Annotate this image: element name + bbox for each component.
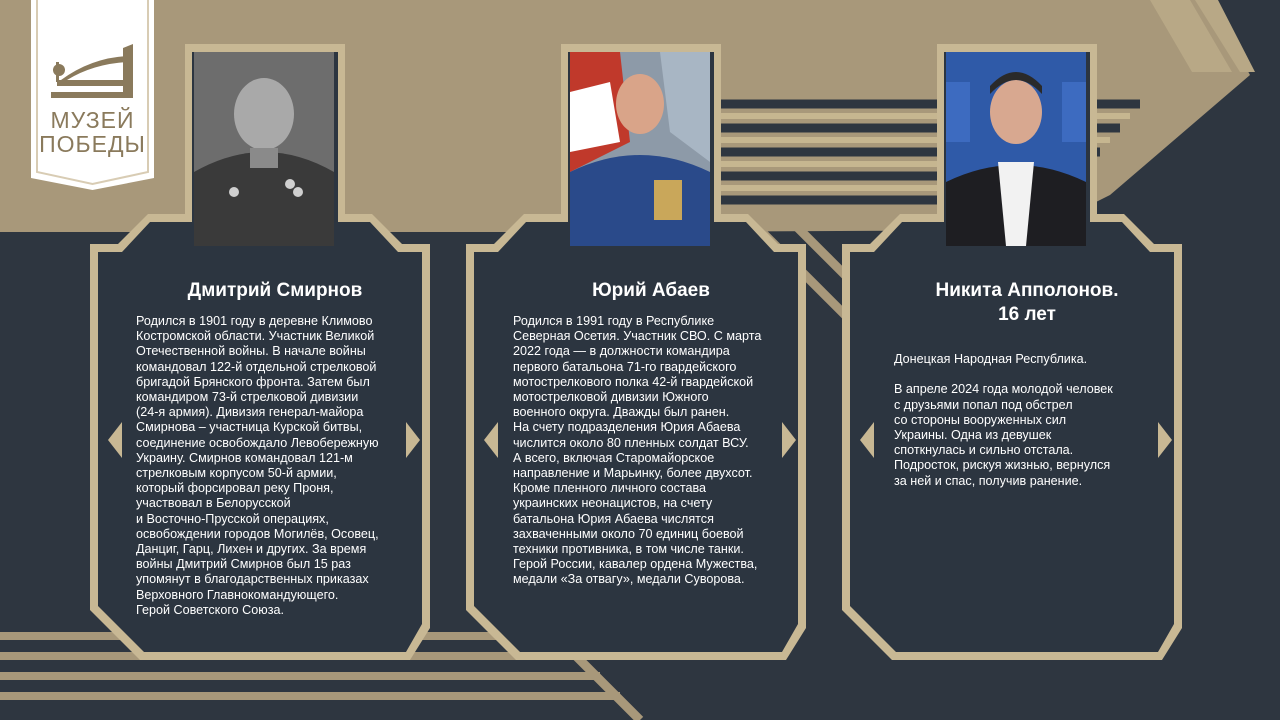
next-arrow-icon[interactable] <box>406 422 420 458</box>
hero-name: Дмитрий Смирнов <box>187 280 363 301</box>
prev-arrow-icon[interactable] <box>484 422 498 458</box>
hero-bio: Донецкая Народная Республика. В апреле 2024 года молодой человек с друзьями попал под обстрел со стороны вооруженных сил Украины. Одна из девушек споткнулась и сильно отстала. Подросток, рискуя жизнью, вернулся за ней и спас, получив ранение. <box>894 352 1113 488</box>
portrait-photo <box>570 52 710 246</box>
prev-arrow-icon[interactable] <box>108 422 122 458</box>
hero-card-smirnov <box>90 0 460 720</box>
next-arrow-icon[interactable] <box>1158 422 1172 458</box>
prev-arrow-icon[interactable] <box>860 422 874 458</box>
portrait-photo <box>946 52 1086 246</box>
hero-age: 16 лет <box>998 304 1056 325</box>
hero-name-line-1: Никита Апполонов. <box>935 280 1119 301</box>
hero-bio: Родился в 1901 году в деревне Климово Костромской области. Участник Великой Отечественной войны. В начале войны командовал 122-й отдельной стрелковой бригадой Брянского фронта. Затем был командиром 73-й стрелковой дивизии (24-я армия). Дивизия генерал-майора Смирнова – участница Курской битвы, соединение освобождало Левобережную Украину. Смирнов командовал 121-м стрелковым корпусом 50-й армии, который форсировал реку Проня, участвовал в Белорусской и Восточно-Прусской операциях, освобождении городов Могилёв, Осовец, Данциг, Гарц, Лихен и других. За время войны Дмитрий Смирнов был 15 раз упомянут в благодарственных приказах Верховного Главнокомандующего. Герой Советского Союза. <box>136 314 379 617</box>
logo-line-2: ПОБЕДЫ <box>39 131 146 157</box>
hero-card-appolonov <box>842 0 1212 720</box>
hero-card-abaev <box>466 0 836 720</box>
hero-bio: Родился в 1991 году в Республике Северная Осетия. Участник СВО. С марта 2022 года — в должности командира первого батальона 71-го гвардейского мотострелкового полка 42-й гвардейской мотострелковой дивизии Южного военного округа. Дважды был ранен. На счету подразделения Юрия Абаева числится около 80 пленных солдат ВСУ. А всего, включая Старомайорское направление и Марьинку, более двухсот. Кроме пленного личного состава украинских неонацистов, на счету батальона Юрия Абаева числятся захваченными около 70 единиц боевой техники противника, в том числе танки. Герой России, кавалер ордена Мужества, медали «За отвагу», медали Суворова. <box>513 314 762 587</box>
portrait-photo <box>194 52 334 246</box>
next-arrow-icon[interactable] <box>782 422 796 458</box>
hero-name: Юрий Абаев <box>592 280 710 301</box>
logo-line-1: МУЗЕЙ <box>50 107 135 133</box>
